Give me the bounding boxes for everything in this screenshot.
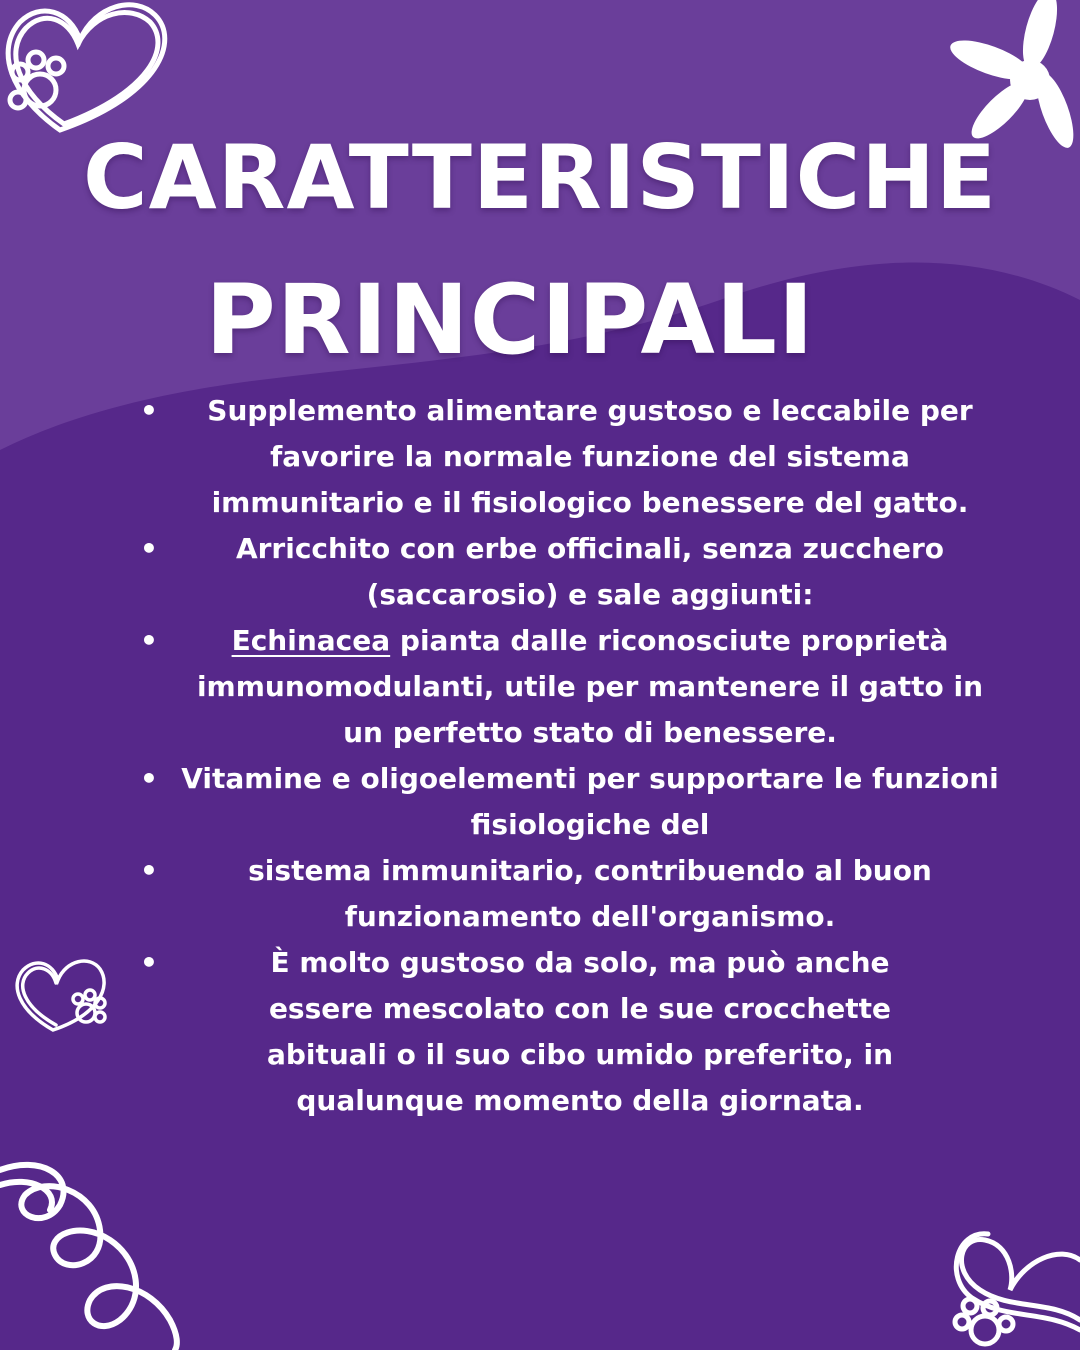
features-list — [140, 388, 1000, 1124]
list-item-text: Vitamine e oligoelementi per supportare le funzioni fisiologiche del — [181, 762, 999, 841]
heart-paw-small-icon — [8, 955, 113, 1040]
spiral-icon — [0, 1160, 190, 1350]
title-line-1: CARATTERISTICHE — [83, 126, 997, 229]
list-item — [140, 388, 1000, 526]
echinacea-highlight: Echinacea — [231, 624, 391, 657]
bullet: • — [140, 946, 158, 979]
list-item — [140, 848, 1000, 940]
list-item-text: sistema immunitario, contribuendo al buon funzionamento dell'organismo. — [248, 854, 932, 933]
list-item — [140, 526, 1000, 618]
bullet: • — [140, 624, 158, 657]
heart-paw-bottom-icon — [940, 1230, 1080, 1350]
list-item — [140, 940, 1000, 1124]
title-line-2: PRINCIPALI — [205, 264, 815, 376]
bullet: • — [140, 854, 158, 887]
list-item-text: Supplemento alimentare gustoso e leccabile per favorire la normale funzione del sistema immunitario e il fisiologico benessere del gatto. — [207, 394, 973, 519]
bullet: • — [140, 762, 158, 795]
list-item-text: Arricchito con erbe officinali, senza zucchero (saccarosio) e sale aggiunti: — [235, 532, 945, 611]
bullet: • — [140, 394, 158, 427]
list-item-text: pianta dalle riconosciute proprietà immunomodulanti, utile per mantenere il gatto in un perfetto stato di benessere. — [196, 624, 984, 749]
bullet: • — [140, 532, 158, 565]
list-item-text: È molto gustoso da solo, ma può anche essere mescolato con le sue crocchette abituali o il suo cibo umido preferito, in qualunque momento della giornata. — [266, 946, 894, 1117]
list-item — [140, 756, 1000, 848]
list-item — [140, 618, 1000, 756]
